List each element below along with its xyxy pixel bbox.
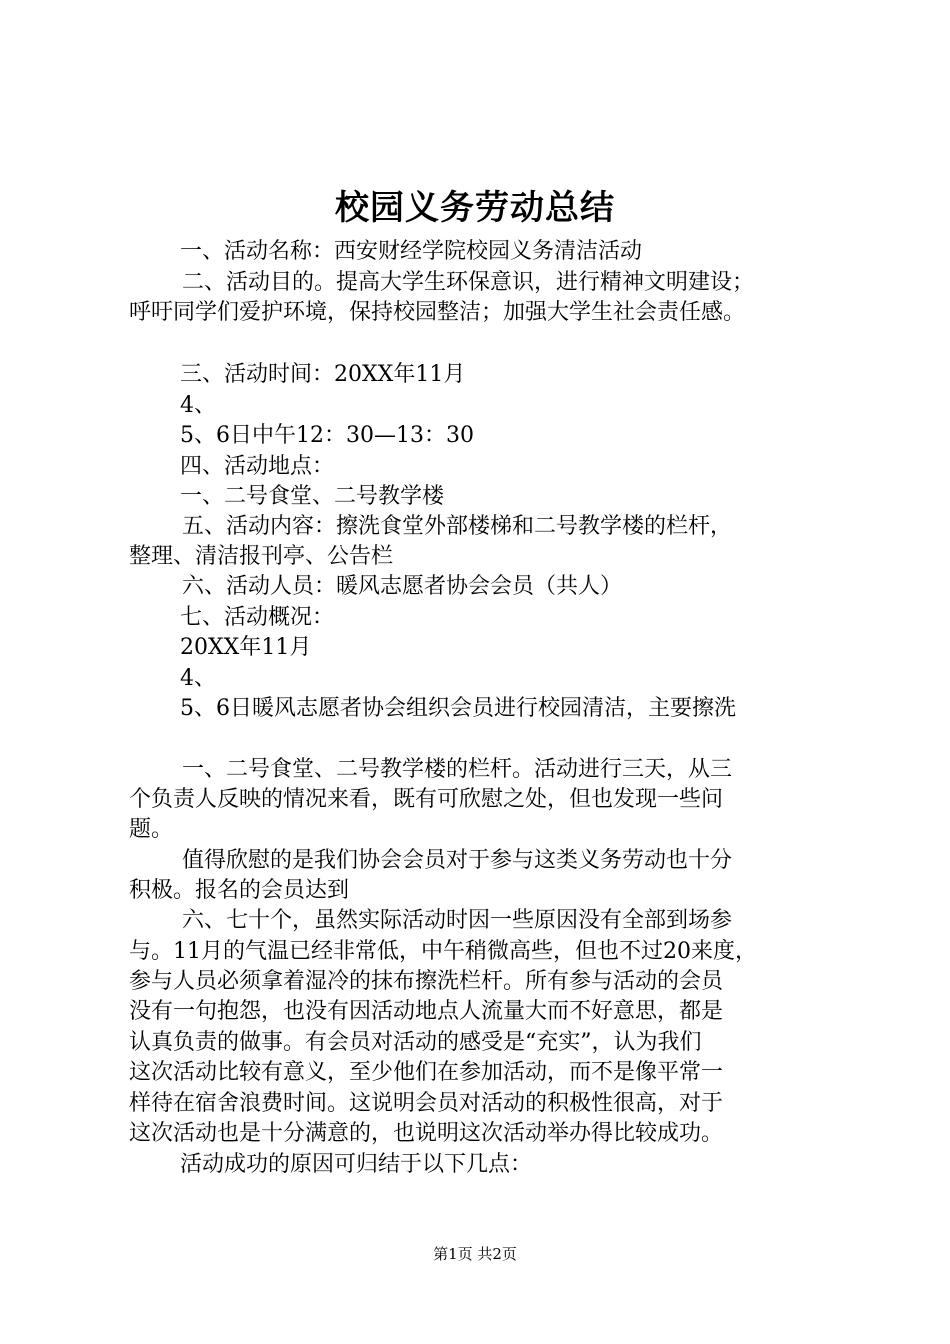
page-number-footer: 第1页 共2页 — [433, 1245, 517, 1263]
text-line: 五、活动内容：擦洗食堂外部楼梯和二号教学楼的栏杆， — [182, 514, 733, 539]
text-line: 5、6日暖风志愿者协会组织会员进行校园清洁，主要擦洗 — [180, 696, 736, 721]
text-line: 三、活动时间：20XX年11月 — [180, 362, 466, 387]
text-line: 个负责人反映的情况来看，既有可欣慰之处，但也发现一些问 — [129, 787, 724, 812]
text-line: 积极。报名的会员达到 — [129, 878, 350, 903]
text-line: 一、二号食堂、二号教学楼 — [180, 484, 445, 509]
text-line: 活动成功的原因可归结于以下几点： — [180, 1152, 533, 1177]
text-line: 这次活动也是十分满意的，也说明这次活动举办得比较成功。 — [129, 1121, 724, 1146]
text-line: 七、活动概况： — [180, 605, 335, 630]
document-title: 校园义务劳动总结 — [335, 188, 615, 228]
text-line: 4、 — [180, 393, 216, 418]
text-line: 六、七十个，虽然实际活动时因一些原因没有全部到场参 — [182, 908, 733, 933]
text-line: 没有一句抱怨，也没有因活动地点人流量大而不好意思，都是 — [129, 999, 724, 1024]
text-line: 认真负责的做事。有会员对活动的感受是“充实”，认为我们 — [129, 1030, 702, 1055]
text-line: 四、活动地点： — [180, 454, 335, 479]
text-line: 20XX年11月 — [180, 635, 312, 660]
text-line: 4、 — [180, 666, 216, 691]
text-line: 二、活动目的。提高大学生环保意识，进行精神文明建设； — [182, 270, 755, 295]
text-line: 题。 — [129, 817, 174, 842]
text-line: 呼吁同学们爱护环境，保持校园整洁；加强大学生社会责任感。 — [129, 300, 746, 325]
text-line: 一、二号食堂、二号教学楼的栏杆。活动进行三天，从三 — [182, 757, 733, 782]
text-line: 5、6日中午12：30—13：30 — [180, 423, 474, 448]
text-line: 值得欣慰的是我们协会会员对于参与这类义务劳动也十分 — [182, 848, 733, 873]
text-line: 整理、清洁报刊亭、公告栏 — [129, 544, 394, 569]
text-line: 与。11月的气温已经非常低，中午稍微高些，但也不过20来度， — [129, 939, 757, 964]
text-line: 样待在宿舍浪费时间。这说明会员对活动的积极性很高，对于 — [129, 1091, 724, 1116]
text-line: 六、活动人员：暖风志愿者协会会员（共人） — [182, 574, 623, 599]
text-line: 这次活动比较有意义，至少他们在参加活动，而不是像平常一 — [129, 1060, 724, 1085]
text-line: 一、活动名称：西安财经学院校园义务清洁活动 — [180, 239, 643, 264]
text-line: 参与人员必须拿着湿冷的抹布擦洗栏杆。所有参与活动的会员 — [129, 969, 724, 994]
